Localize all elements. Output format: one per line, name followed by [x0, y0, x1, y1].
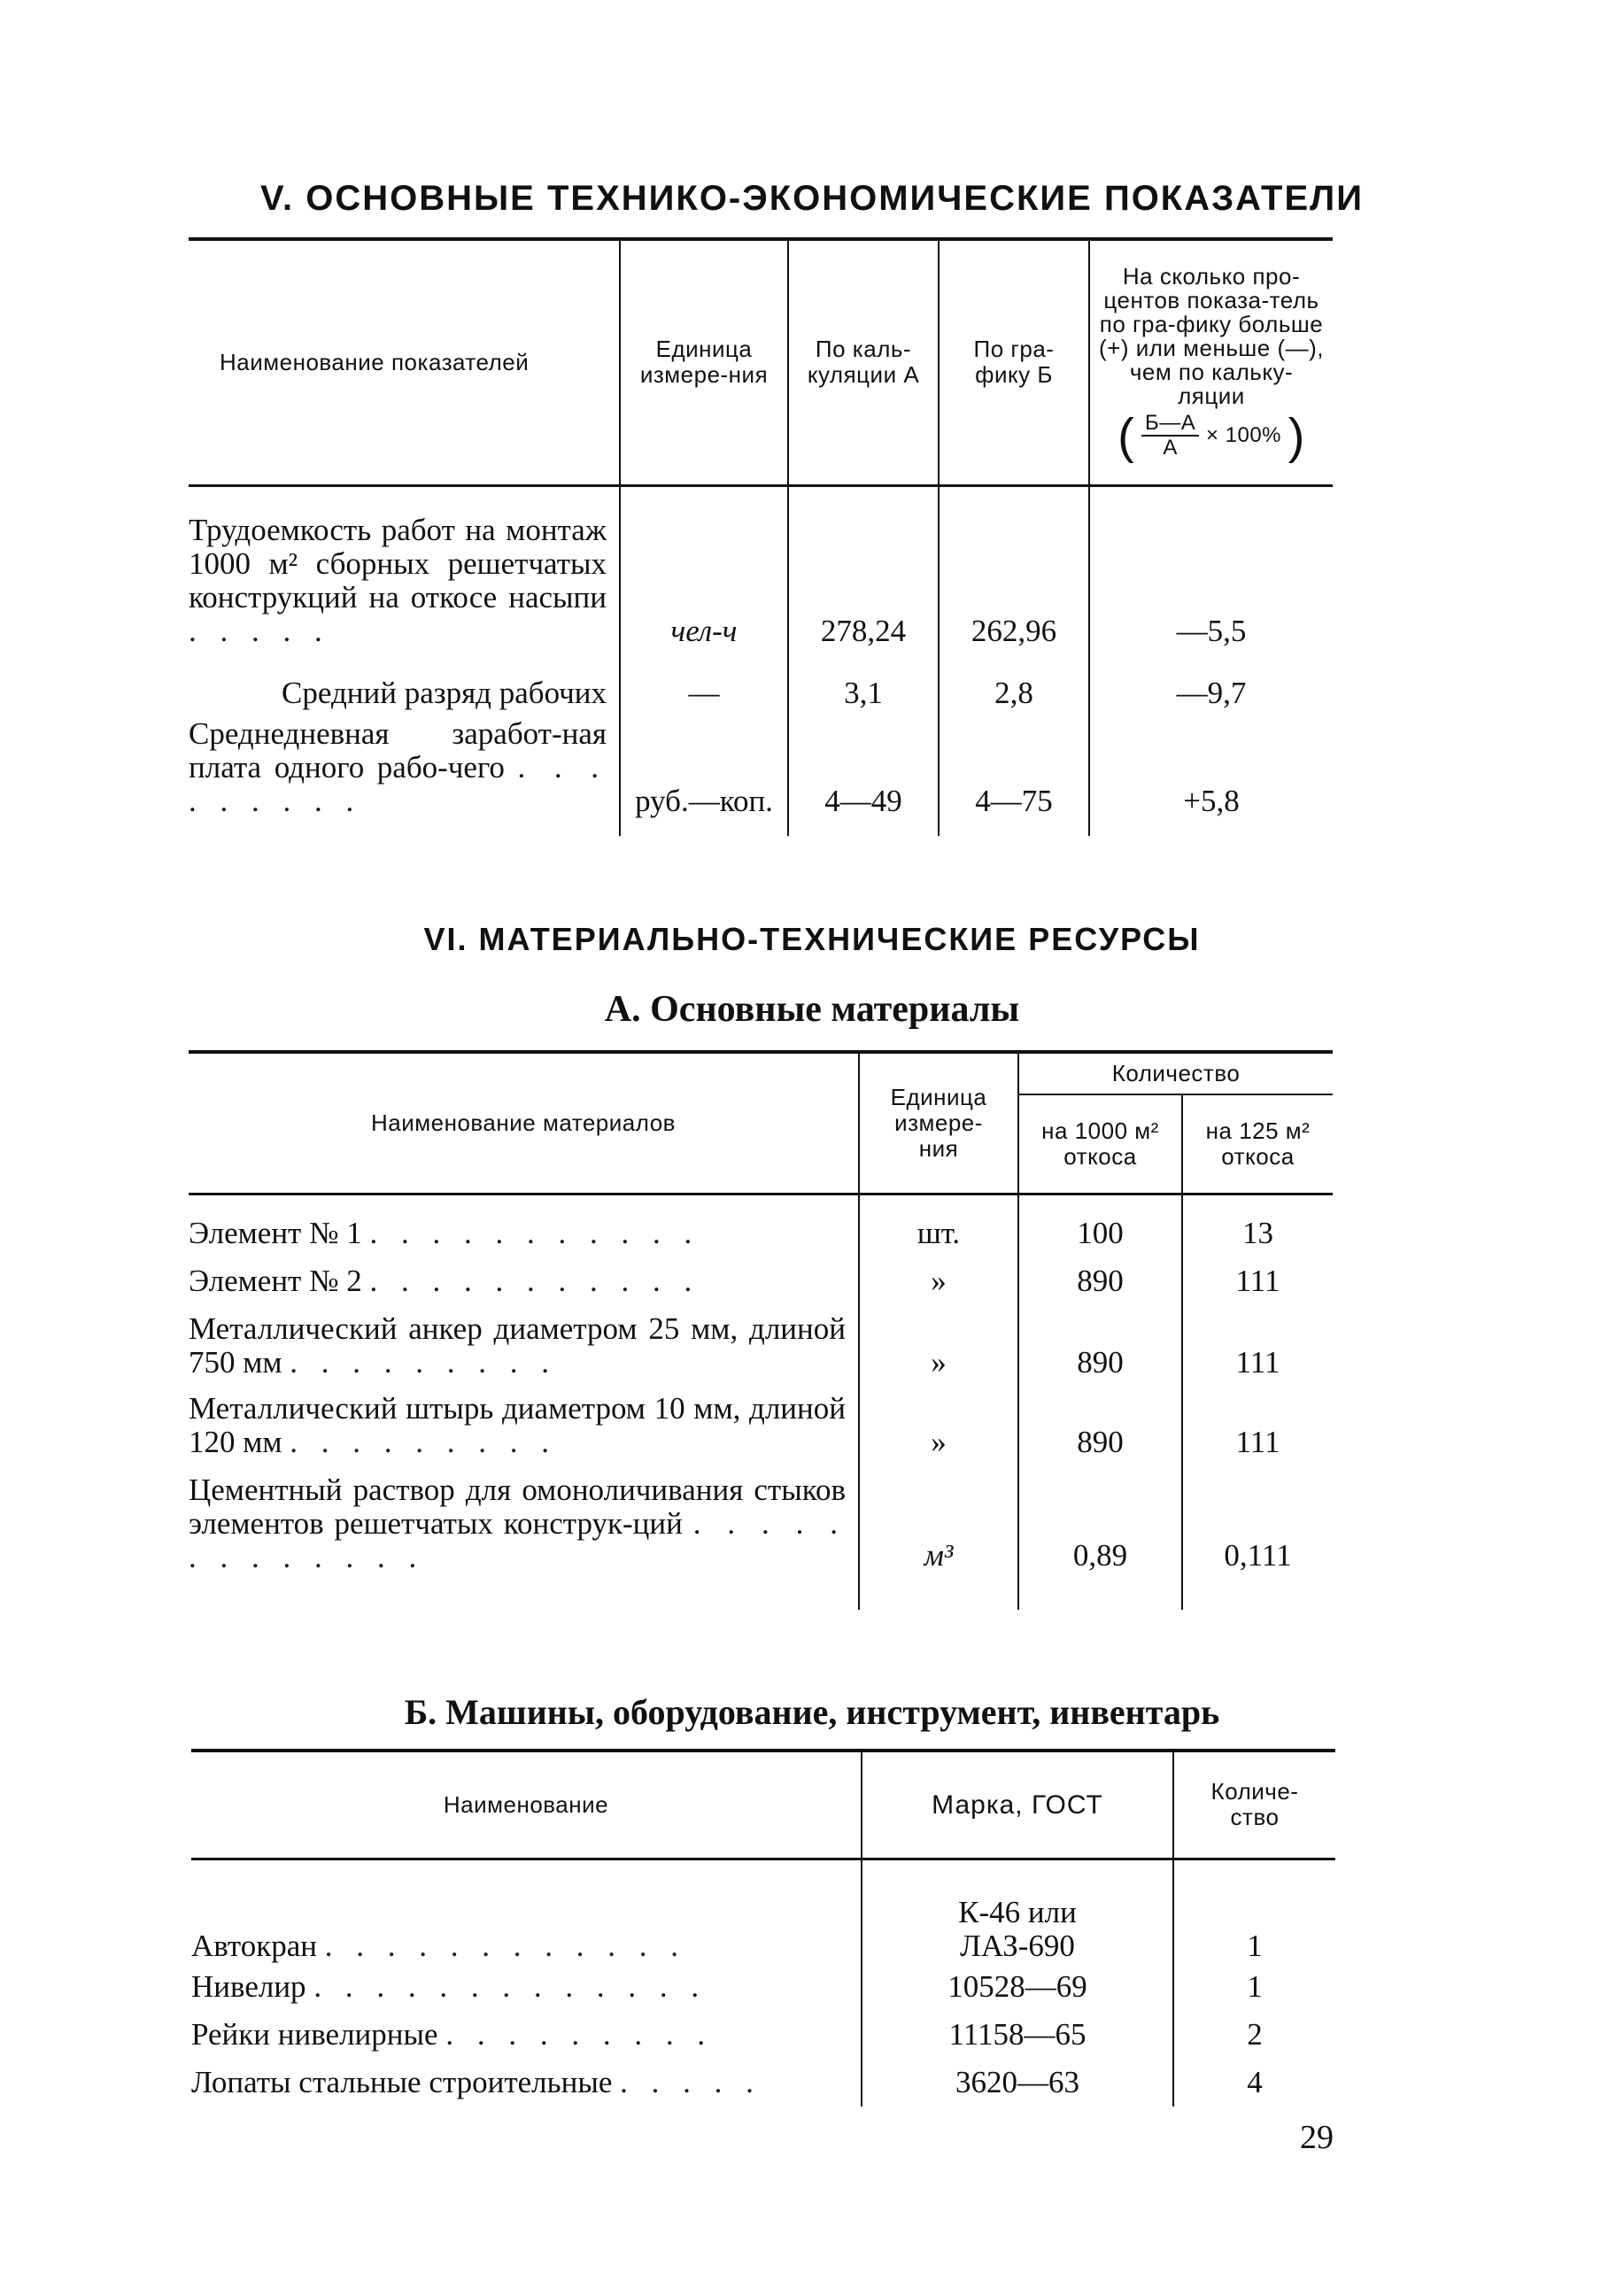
equipment-name: Рейки нивелирные . . . . . . . . . — [191, 2017, 714, 2052]
material-name: Элемент № 2 . . . . . . . . . . . — [189, 1264, 700, 1298]
machines-table — [191, 1749, 1335, 2107]
material-qty-1000: 890 — [1018, 1385, 1182, 1465]
equipment-name: Нивелир . . . . . . . . . . . . . — [191, 1969, 708, 2004]
material-qty-1000: 0,89 — [1018, 1465, 1182, 1610]
equipment-mark: 10528—69 — [862, 1963, 1173, 2011]
material-qty-125: 111 — [1182, 1305, 1333, 1385]
formula-numerator: Б—А — [1141, 412, 1199, 437]
indicator-percent: —9,7 — [1089, 648, 1333, 710]
header-unit: Единица измере-ния — [620, 239, 788, 485]
material-unit: » — [859, 1385, 1018, 1465]
indicator-name: Средний разряд рабочих — [282, 676, 607, 710]
equipment-mark: К-46 или ЛАЗ-690 — [862, 1859, 1173, 1963]
material-name: Металлический штырь диаметром 10 мм, длиной 120 мм . . . . . . . . . — [189, 1391, 846, 1459]
equipment-quantity: 1 — [1173, 1963, 1335, 2011]
material-qty-125: 111 — [1182, 1257, 1333, 1305]
indicator-unit: — — [620, 648, 788, 710]
material-unit: м³ — [859, 1465, 1018, 1610]
equipment-name: Автокран . . . . . . . . . . . . — [191, 1929, 687, 1963]
material-qty-125: 0,111 — [1182, 1465, 1333, 1610]
indicators-table — [189, 237, 1333, 836]
table-row — [189, 503, 1333, 648]
indicator-unit: руб.—коп. — [620, 710, 788, 836]
indicator-unit: чел-ч — [620, 503, 788, 648]
table-row — [189, 1385, 1333, 1465]
table-row — [189, 1210, 1333, 1257]
header-indicator-name: Наименование показателей — [220, 348, 530, 375]
table-row — [189, 710, 1333, 836]
page-number: 29 — [1300, 2119, 1334, 2156]
percent-formula: ( $\frac{Б—А}{А}$ × 100% ) — [1117, 407, 1305, 464]
material-qty-1000: 100 — [1018, 1210, 1182, 1257]
header-by-schedule: По гра-фику Б — [939, 239, 1089, 485]
table-row — [191, 2059, 1335, 2107]
indicator-percent: —5,5 — [1089, 503, 1333, 648]
header-percent-difference — [1089, 239, 1333, 485]
header-material-unit: Единица измере-ния — [859, 1052, 1018, 1194]
material-name: Цементный раствор для омоноличивания стыков элементов решетчатых конструк-ций . . . . . . . . . . . . . — [189, 1473, 846, 1574]
formula-multiplier: × 100% — [1205, 423, 1282, 448]
equipment-quantity: 4 — [1173, 2059, 1335, 2107]
subsection-a-title: А. Основные материалы — [604, 989, 1020, 1030]
equipment-quantity: 1 — [1173, 1859, 1335, 1963]
equipment-name: Лопаты стальные строительные . . . . . — [191, 2065, 762, 2099]
indicator-name: Трудоемкость работ на монтаж 1000 м² сборных решетчатых конструкций на откосе насыпи . . . . . — [189, 513, 607, 648]
subsection-b-title: Б. Машины, оборудование, инструмент, инвентарь — [404, 1692, 1220, 1732]
indicator-calc: 3,1 — [788, 648, 939, 710]
header-per-1000: на 1000 м² откоса — [1018, 1094, 1182, 1194]
equipment-quantity: 2 — [1173, 2011, 1335, 2059]
material-name: Элемент № 1 . . . . . . . . . . . — [189, 1216, 700, 1250]
indicator-graph: 262,96 — [939, 503, 1089, 648]
header-equipment-name: Наименование — [443, 1790, 609, 1818]
material-unit: » — [859, 1305, 1018, 1385]
table-row — [191, 2011, 1335, 2059]
header-material-name: Наименование материалов — [189, 1052, 859, 1194]
material-unit: шт. — [859, 1210, 1018, 1257]
table-row — [189, 1465, 1333, 1610]
material-qty-125: 13 — [1182, 1210, 1333, 1257]
table-row — [189, 1305, 1333, 1385]
header-per-125: на 125 м² откоса — [1182, 1094, 1333, 1194]
material-unit: » — [859, 1257, 1018, 1305]
table-row — [191, 1859, 1335, 1963]
indicator-name: Среднедневная заработ-ная плата одного рабо-чего . . . . . . . . . — [189, 716, 607, 818]
material-qty-1000: 890 — [1018, 1305, 1182, 1385]
table-row — [191, 1963, 1335, 2011]
percent-description: На сколько про-центов показа-тель по гра-фику больше (+) или меньше (—), чем по кальку-ляции — [1099, 263, 1324, 410]
indicator-percent: +5,8 — [1089, 710, 1333, 836]
header-by-calculation: По каль-куляции А — [788, 239, 939, 485]
indicator-graph: 4—75 — [939, 710, 1089, 836]
section-vi-title: VI. МАТЕРИАЛЬНО-ТЕХНИЧЕСКИЕ РЕСУРСЫ — [423, 921, 1201, 957]
indicator-calc: 4—49 — [788, 710, 939, 836]
header-quantity: Количество — [1018, 1052, 1333, 1094]
table-row — [189, 648, 1333, 710]
material-name: Металлический анкер диаметром 25 мм, длиной 750 мм . . . . . . . . . — [189, 1311, 846, 1380]
materials-table — [189, 1050, 1333, 1610]
section-v-title: V. ОСНОВНЫЕ ТЕХНИКО-ЭКОНОМИЧЕСКИЕ ПОКАЗАТЕЛИ — [260, 179, 1364, 218]
equipment-mark: 3620—63 — [862, 2059, 1173, 2107]
material-qty-1000: 890 — [1018, 1257, 1182, 1305]
header-mark-gost: Марка, ГОСТ — [862, 1751, 1173, 1859]
material-qty-125: 111 — [1182, 1385, 1333, 1465]
header-equipment-quantity: Количе-ство — [1173, 1751, 1335, 1859]
table-row — [189, 1257, 1333, 1305]
indicator-calc: 278,24 — [788, 503, 939, 648]
equipment-mark: 11158—65 — [862, 2011, 1173, 2059]
formula-denominator: А — [1163, 436, 1178, 460]
indicator-graph: 2,8 — [939, 648, 1089, 710]
